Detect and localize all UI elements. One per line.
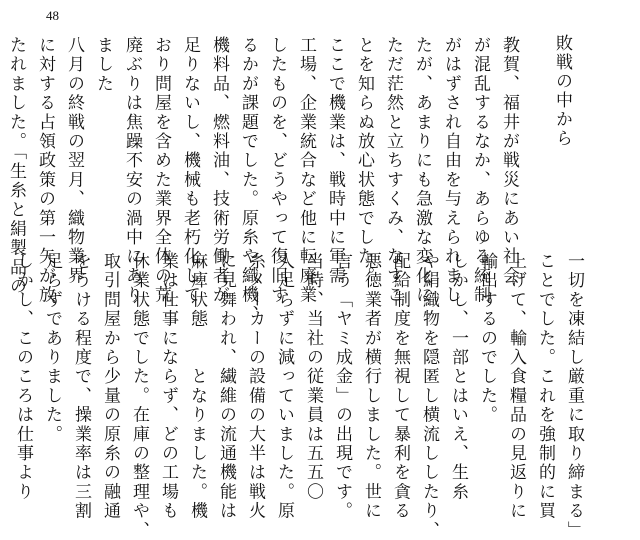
text-column: しかし、このころは仕事より (13, 252, 33, 502)
text-column: 言う「ヤミ成金」の出現です。 (332, 252, 352, 521)
text-column: が混乱するなか、あらゆる統制 (470, 36, 490, 305)
text-column: 八月の終戦の翌月、織物業界 (64, 36, 84, 286)
text-column: や絹織物を隠匿し横流ししたり、 (419, 252, 439, 540)
page-number: 48 (46, 8, 59, 23)
text-column: おり問屋を含めた業界全体の荒 (151, 36, 171, 305)
text-column: 麻痺状態 となりました。機 (187, 252, 207, 521)
text-column: 悪徳業者が横行しました。世に (361, 252, 381, 521)
text-column: 糸メーカーの設備の大半は戦火 (245, 252, 265, 521)
text-column: 当時、当社の従業員は五五〇 (303, 252, 323, 502)
text-column: るかが課題でした。原糸や織機、 (238, 36, 258, 324)
text-column: ことでした。これを強制的に買 (535, 252, 555, 521)
text-column: 配給制度を無視して暴利を貪る (390, 252, 410, 521)
text-column: ここで機業は、戦時中に軍需 (325, 36, 345, 286)
text-column: 取引問屋から少量の原糸の融通 (100, 252, 120, 521)
text-column: たれました。「生糸と絹製品の (6, 36, 26, 297)
text-column: ただ茫然と立ちすくみ、なすこ (383, 36, 403, 305)
text-column: 足りないし、機械も老朽化して (180, 36, 200, 305)
text-column: とを知らぬ放心状態でした。 (354, 36, 374, 286)
text-column: しかし、一部とはいえ、生糸 (448, 252, 468, 502)
text-column: 業は仕事にならず、どの工場も (158, 252, 178, 521)
text-column: に見舞われ、繊維の流通機能は (216, 252, 236, 521)
text-column: 工場、企業統合など他に転廃業 (296, 36, 316, 305)
text-column: 教賀、福井が戦災にあい社会 (499, 36, 519, 286)
text-column: 足らずでありました。 (42, 252, 62, 444)
text-column: 一切を凍結し厳重に取り締まる」 (564, 252, 584, 540)
text-column: に対する占領政策の第一矢が放 (35, 36, 55, 305)
text-column: 廃ぶりは焦躁不安の渦中にあり (122, 36, 142, 305)
text-column: 輸出するのでした。 (477, 252, 497, 425)
text-column: ました (93, 36, 113, 94)
text-column: をうける程度で、操業率は三割 (71, 252, 91, 521)
text-column: 機料品、燃料油、技術労働者が (209, 36, 229, 305)
text-column: 上げて、輸入食糧品の見返りに (506, 252, 526, 521)
text-column: がはずされ自由を与えられまし (441, 36, 461, 305)
text-column: したものを、どうやって復旧す (267, 36, 287, 305)
text-column: たが、あまりにも急激な変化に (412, 36, 432, 305)
text-column: 休業状態でした。在庫の整理や、 (129, 252, 149, 540)
section-title: 敗戦の中から (552, 34, 572, 148)
text-column: 人足らずに減っていました。原 (274, 252, 294, 521)
